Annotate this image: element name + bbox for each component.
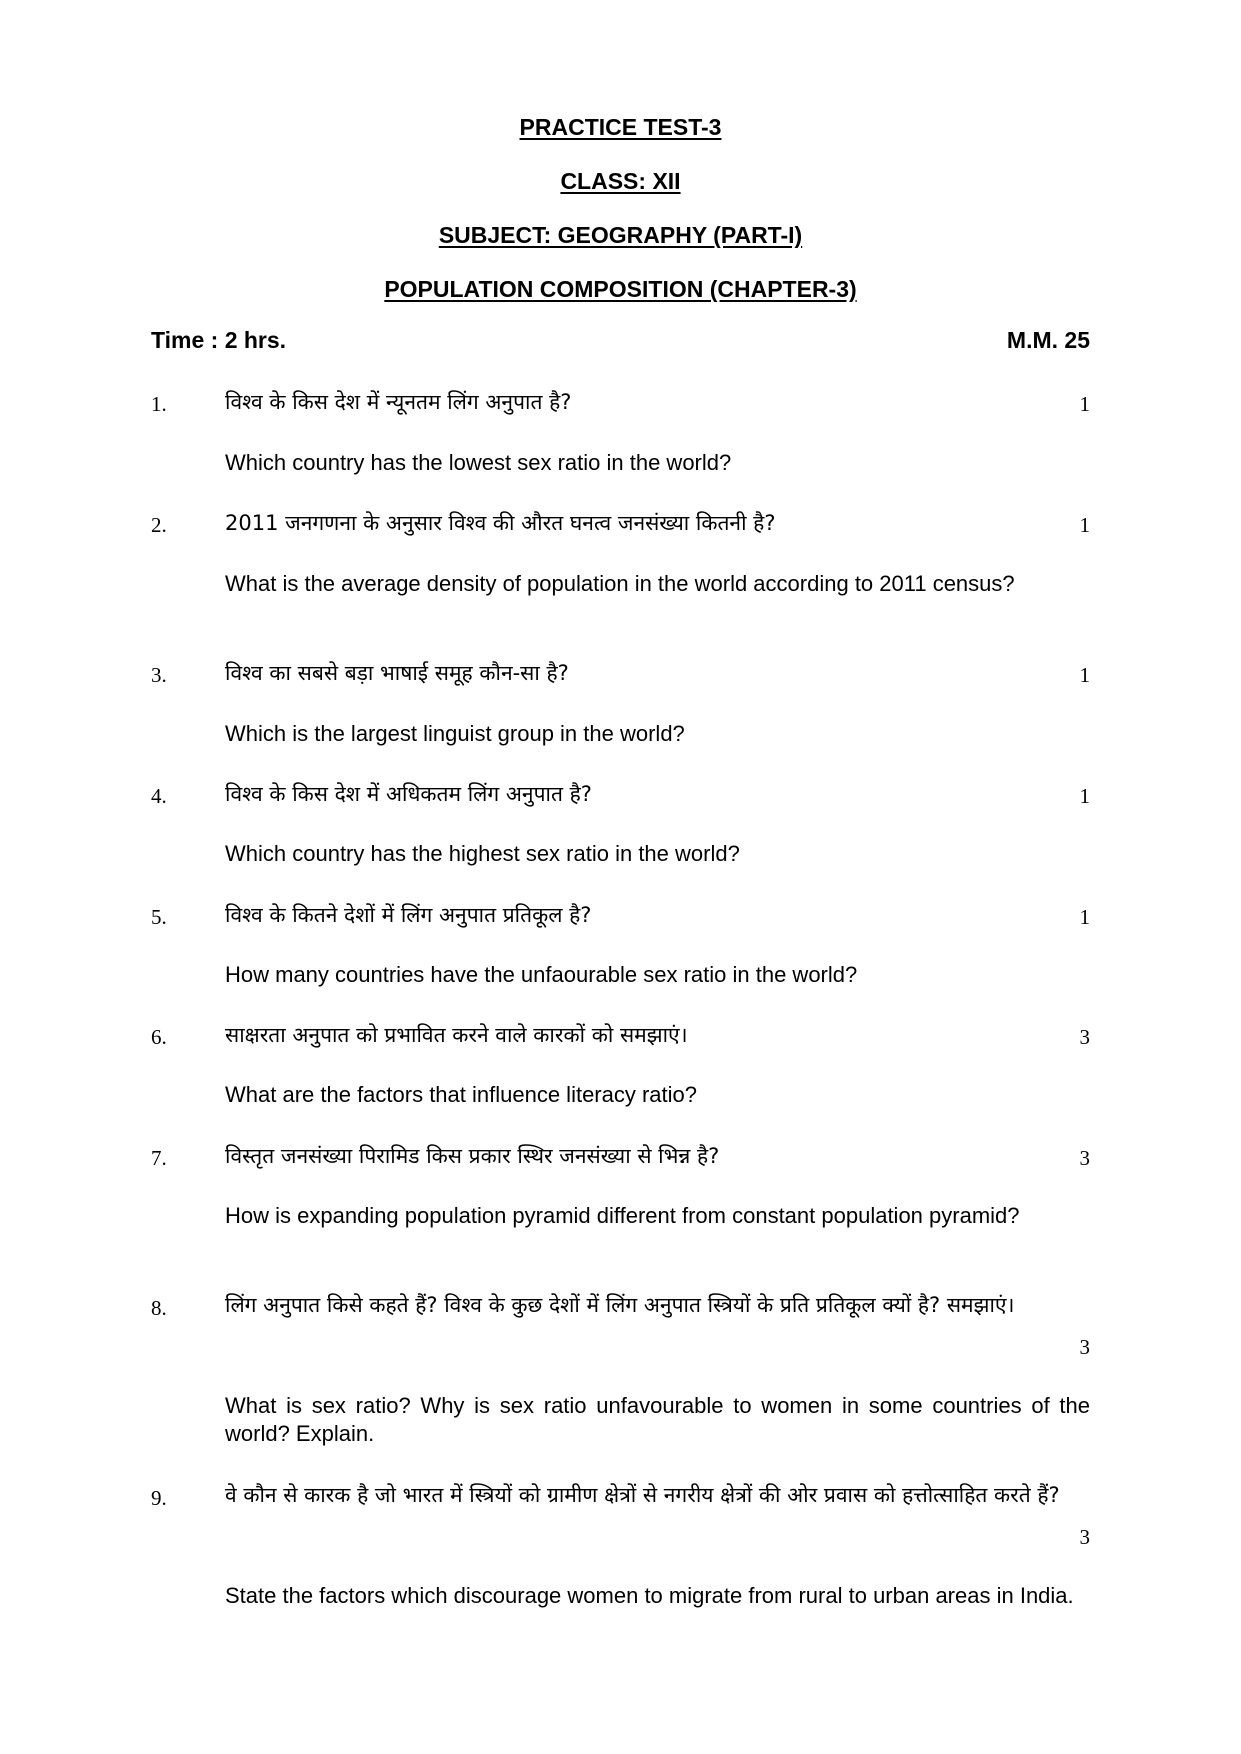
question-number: 5. xyxy=(151,905,167,929)
question-number: 6. xyxy=(151,1025,167,1049)
question-marks: 3 xyxy=(1079,1335,1090,1359)
question-hindi: विश्व के किस देश में अधिकतम लिंग अनुपात है? xyxy=(225,782,592,806)
question-hindi: 2011 जनगणना के अनुसार विश्व की औरत घनत्व जनसंख्या कितनी है? xyxy=(225,511,776,535)
question-hindi: विस्तृत जनसंख्या पिरामिड किस प्रकार स्थिर जनसंख्या से भिन्न है? xyxy=(225,1144,720,1168)
question-number: 3. xyxy=(151,663,167,687)
question-number: 4. xyxy=(151,784,167,808)
question-marks: 3 xyxy=(1079,1525,1090,1549)
question-marks: 1 xyxy=(1079,905,1090,929)
question-hindi: विश्व का सबसे बड़ा भाषाई समूह कौन-सा है? xyxy=(225,661,569,685)
class-heading: CLASS: XII xyxy=(560,168,681,194)
question-number: 2. xyxy=(151,513,167,537)
question-hindi: साक्षरता अनुपात को प्रभावित करने वाले कारकों को समझाएं। xyxy=(225,1023,688,1047)
question-hindi: वे कौन से कारक है जो भारत में स्त्रियों को ग्रामीण क्षेत्रों से नगरीय क्षेत्रों की ओर प्रवास को हत्तोत्साहित करते हैं? xyxy=(225,1483,1060,1507)
subject-heading: SUBJECT: GEOGRAPHY (PART-I) xyxy=(438,222,803,248)
question-english: What are the factors that influence literacy ratio? xyxy=(225,1082,698,1107)
question-marks: 1 xyxy=(1079,784,1090,808)
question-english: What is sex ratio? Why is sex ratio unfavourable to women in some countries of the world? Explain. xyxy=(225,1393,1090,1446)
question-marks: 1 xyxy=(1079,663,1090,687)
question-number: 8. xyxy=(151,1296,167,1320)
question-number: 7. xyxy=(151,1146,167,1170)
question-hindi: विश्व के कितने देशों में लिंग अनुपात प्रतिकूल है? xyxy=(225,903,592,927)
question-hindi: विश्व के किस देश में न्यूनतम लिंग अनुपात है? xyxy=(225,390,572,414)
question-hindi: लिंग अनुपात किसे कहते हैं? विश्व के कुछ देशों में लिंग अनुपात स्त्रियों के प्रति प्रतिकूल क्यों है? समझाएं। xyxy=(225,1293,1015,1317)
question-number: 1. xyxy=(151,392,167,416)
question-number: 9. xyxy=(151,1486,167,1510)
time-allowed: Time : 2 hrs. xyxy=(151,327,287,353)
question-english: Which country has the highest sex ratio in the world? xyxy=(225,841,740,866)
question-english: How many countries have the unfaourable sex ratio in the world? xyxy=(225,962,858,987)
question-english: What is the average density of population in the world according to 2011 census? xyxy=(225,571,1015,596)
question-marks: 3 xyxy=(1079,1025,1090,1049)
question-marks: 3 xyxy=(1079,1146,1090,1170)
question-english: State the factors which discourage women to migrate from rural to urban areas in India. xyxy=(225,1583,1074,1608)
question-english: Which is the largest linguist group in the world? xyxy=(225,721,685,746)
question-marks: 1 xyxy=(1079,392,1090,416)
test-title: PRACTICE TEST-3 xyxy=(519,114,722,140)
maximum-marks: M.M. 25 xyxy=(1006,327,1090,353)
chapter-heading: POPULATION COMPOSITION (CHAPTER-3) xyxy=(384,276,857,302)
question-english: Which country has the lowest sex ratio in the world? xyxy=(225,450,732,475)
question-marks: 1 xyxy=(1079,513,1090,537)
question-english: How is expanding population pyramid different from constant population pyramid? xyxy=(225,1203,1020,1228)
